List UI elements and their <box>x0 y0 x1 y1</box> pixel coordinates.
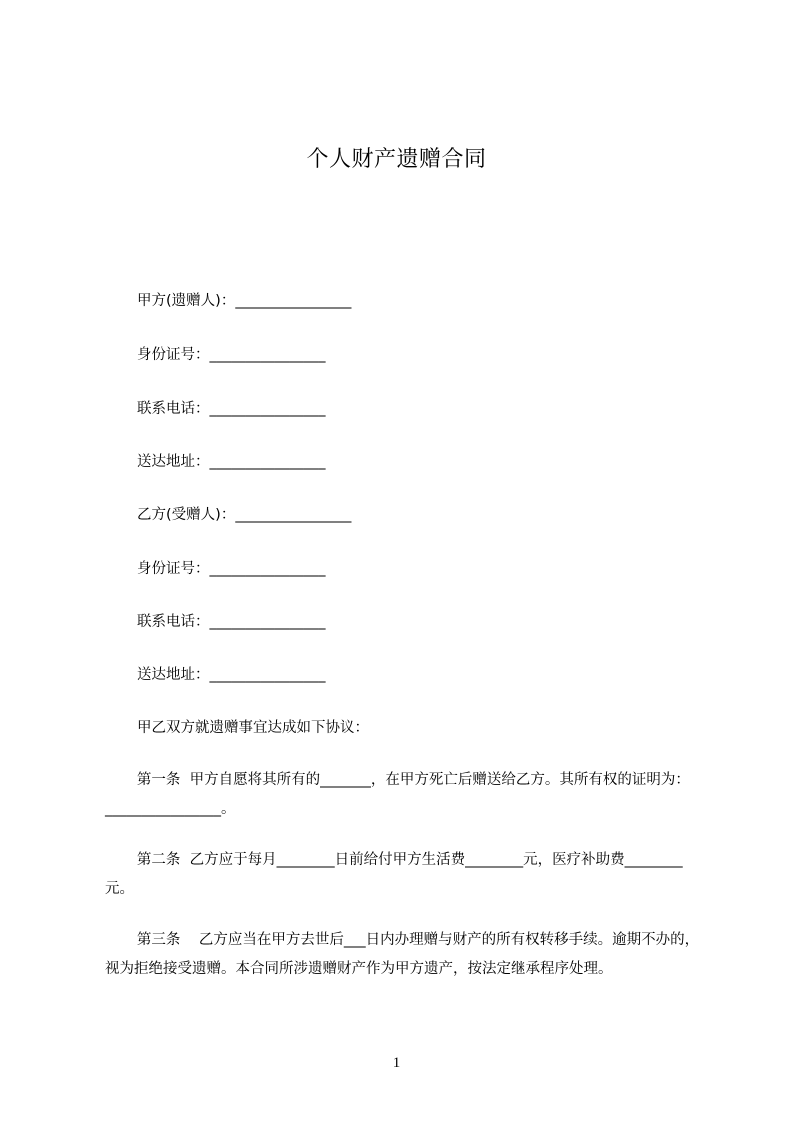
party-b-address-field: 送达地址：________________ <box>137 667 326 683</box>
article-2: 第二条 乙方应于每月________日前给付甲方生活费________元，医疗补助费________元。 <box>105 852 683 897</box>
article-1: 第一条 甲方自愿将其所有的_______，在甲方死亡后赠送给乙方。其所有权的证明为：________________。 <box>105 772 690 817</box>
party-a-id-field: 身份证号：________________ <box>137 347 326 363</box>
document-title: 个人财产遗赠合同 <box>306 147 487 172</box>
party-a-name-field: 甲方(遗赠人)：________________ <box>137 293 352 309</box>
article-3: 第三条 乙方应当在甲方去世后___日内办理赠与财产的所有权转移手续。逾期不办的，视为拒绝接受遗赠。本合同所涉遗赠财产作为甲方遗产，按法定继承程序处理。 <box>105 932 700 977</box>
party-b-id-field: 身份证号：________________ <box>137 561 326 577</box>
party-a-phone-field: 联系电话：________________ <box>137 401 326 417</box>
party-b-name-field: 乙方(受赠人)：________________ <box>137 507 352 523</box>
agreement-intro: 甲乙双方就遗赠事宜达成如下协议： <box>137 720 369 736</box>
party-a-address-field: 送达地址：________________ <box>137 454 326 470</box>
party-b-phone-field: 联系电话：________________ <box>137 614 326 630</box>
page-number: 1 <box>392 1055 401 1071</box>
